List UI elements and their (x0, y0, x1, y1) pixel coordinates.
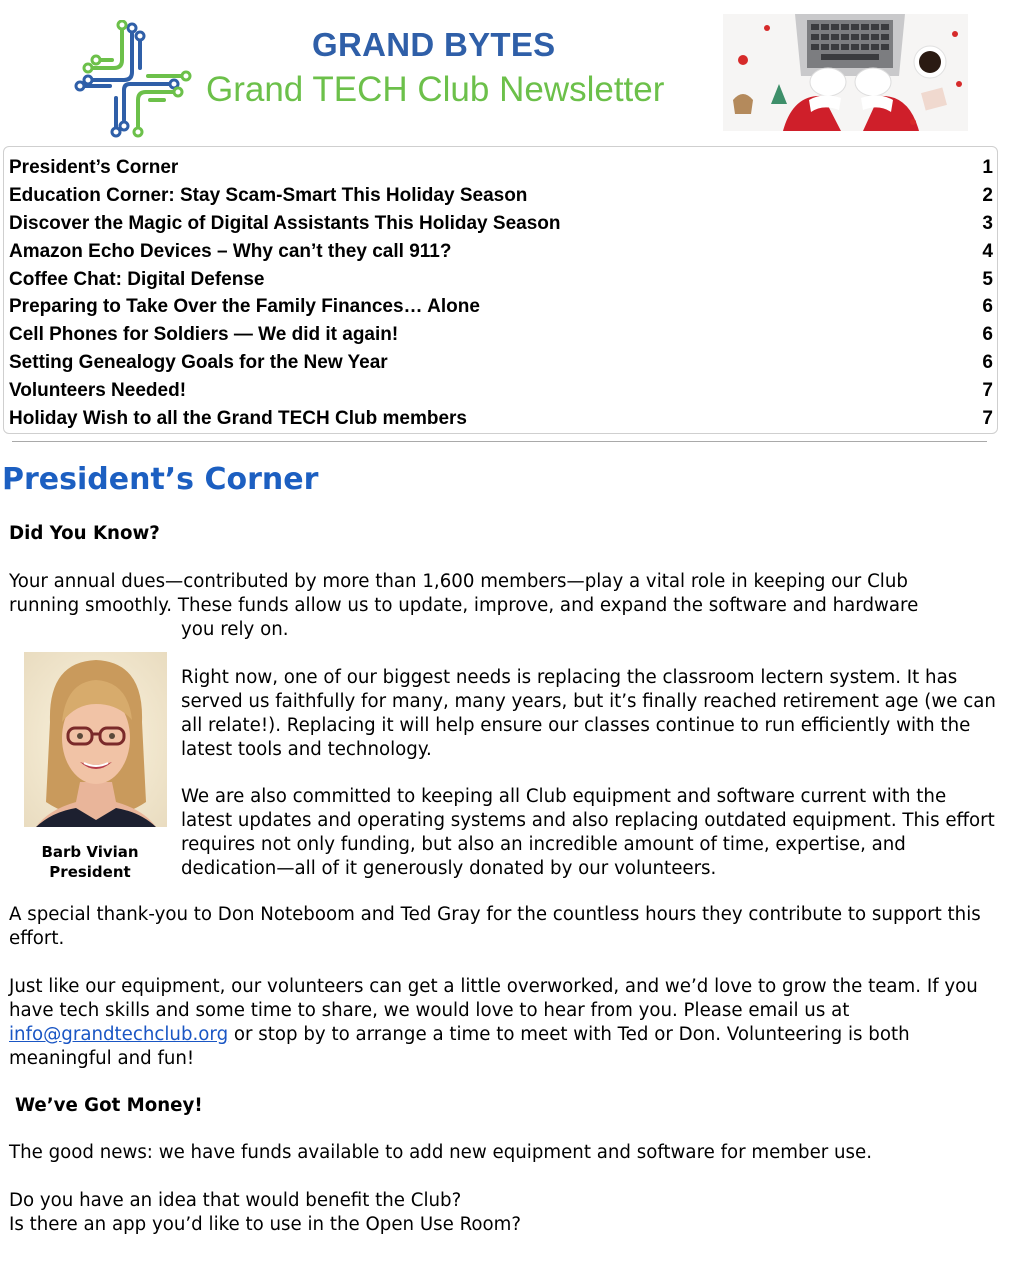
toc-entry-education-corner[interactable] (9, 182, 993, 210)
toc-entry-page: 2 (982, 185, 993, 206)
toc-entry-amazon-echo[interactable] (9, 238, 993, 266)
toc-entry-page: 3 (982, 213, 993, 234)
paragraph-ideas-line2: Is there an app you’d like to use in the Open Use Room? (9, 1214, 522, 1235)
paragraph-volunteers (9, 975, 999, 1071)
toc-entry-title[interactable]: Cell Phones for Soldiers — We did it again! (9, 324, 399, 345)
newsletter-subtitle: Grand TECH Club Newsletter (206, 70, 665, 109)
paragraph-volunteers-text-a: Just like our equipment, our volunteers can get a little overworked, and we’d love to grow the team. If you have tech skills and some time to share, we would love to hear from you. Please email us at (9, 976, 978, 1021)
paragraph-equipment: We are also committed to keeping all Club equipment and software current with the latest updates and operating systems and also replacing outdated equipment. This effort requires not only funding, but also an incredible amount of time, expertise, and dedication—all of it generously donated by our volunteers. (181, 786, 995, 879)
toc-entry-title[interactable]: Setting Genealogy Goals for the New Year (9, 352, 388, 373)
email-link[interactable]: info@grandtechclub.org (9, 1024, 229, 1045)
toc-entry-title[interactable]: President’s Corner (9, 157, 179, 178)
paragraph-dues-line2: running smoothly. These funds allow us to update, improve, and expand the software and hardware (9, 595, 919, 616)
toc-entry-genealogy[interactable] (9, 349, 993, 377)
toc-entry-volunteers[interactable] (9, 377, 993, 405)
toc-entry-page: 6 (982, 324, 993, 345)
toc-entry-title[interactable]: Education Corner: Stay Scam-Smart This Holiday Season (9, 185, 528, 206)
paragraph-dues-line3: you rely on. (181, 619, 289, 640)
paragraph-funds: The good news: we have funds available to add new equipment and software for member use. (9, 1142, 872, 1163)
toc-entry-page: 7 (982, 380, 993, 401)
toc-entry-title[interactable]: Holiday Wish to all the Grand TECH Club members (9, 408, 468, 429)
section-heading: President’s Corner (2, 462, 319, 497)
toc-entry-family-finances[interactable] (9, 293, 993, 321)
caption-name: Barb Vivian (41, 843, 139, 861)
toc-entry-title[interactable]: Amazon Echo Devices – Why can’t they call 911? (9, 241, 452, 262)
president-portrait (24, 652, 167, 827)
newsletter-title: GRAND BYTES (312, 26, 556, 63)
toc-entry-title[interactable]: Preparing to Take Over the Family Finances… Alone (9, 296, 480, 317)
paragraph-ideas-line1: Do you have an idea that would benefit the Club? (9, 1190, 462, 1211)
toc-entry-page: 1 (982, 157, 993, 178)
toc-entry-cell-phones[interactable] (9, 321, 993, 349)
toc-entry-page: 6 (982, 352, 993, 373)
subheading-did-you-know: Did You Know? (9, 523, 160, 544)
toc-entry-title[interactable]: Coffee Chat: Digital Defense (9, 269, 265, 290)
toc-entry-holiday-wish[interactable] (9, 405, 993, 433)
toc-entry-digital-assistants[interactable] (9, 210, 993, 238)
toc-entry-coffee-chat[interactable] (9, 266, 993, 294)
toc-entry-page: 7 (982, 408, 993, 429)
table-of-contents (3, 146, 998, 434)
paragraph-thank-you: A special thank-you to Don Noteboom and Ted Gray for the countless hours they contribute to support this effort. (9, 904, 981, 949)
paragraph-volunteers-text-b: or stop by to arrange a time to meet with Ted or Don. Volunteering is both meaningful and fun! (9, 1024, 910, 1069)
paragraph-lectern: Right now, one of our biggest needs is replacing the classroom lectern system. It has served us faithfully for many, many years, but it’s finally reached retirement age (we can all relate!). Replacing it will help ensure our classes continue to run efficiently with the latest tools and technology. (181, 667, 996, 760)
holiday-laptop-photo (723, 14, 968, 131)
toc-entry-page: 5 (982, 269, 993, 290)
toc-entry-page: 6 (982, 296, 993, 317)
toc-entry-title[interactable]: Discover the Magic of Digital Assistants This Holiday Season (9, 213, 561, 234)
newsletter-header (0, 0, 1030, 145)
section-divider (12, 441, 987, 442)
toc-entry-title[interactable]: Volunteers Needed! (9, 380, 187, 401)
portrait-caption (24, 842, 156, 882)
circuit-logo-icon (74, 20, 192, 138)
caption-title: President (49, 863, 131, 881)
toc-entry-presidents-corner[interactable] (9, 154, 993, 182)
toc-entry-page: 4 (982, 241, 993, 262)
paragraph-dues-line1: Your annual dues—contributed by more than 1,600 members—play a vital role in keeping our Club (9, 571, 908, 592)
subheading-money: We’ve Got Money! (15, 1095, 203, 1116)
